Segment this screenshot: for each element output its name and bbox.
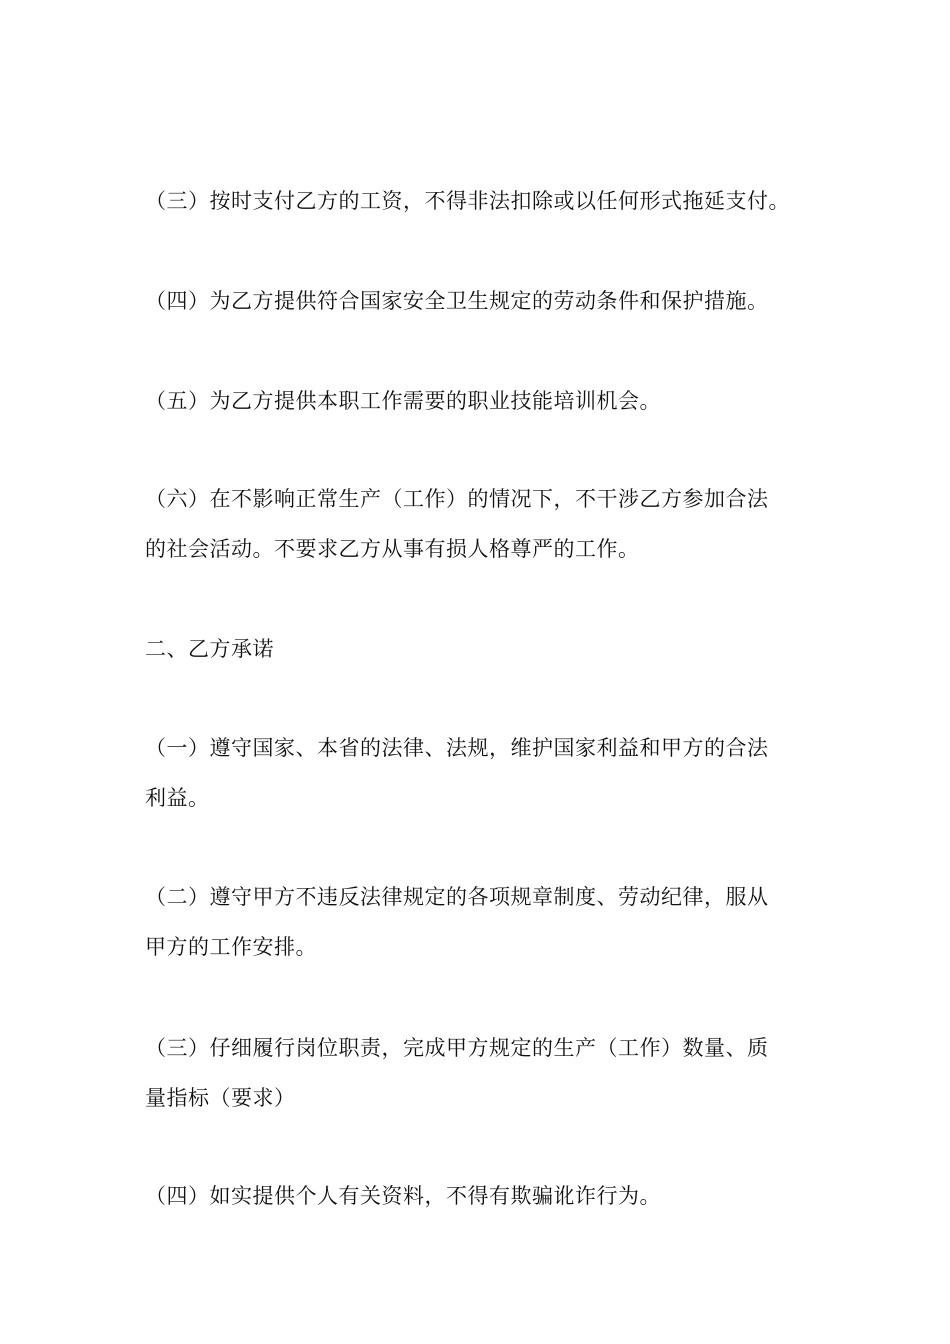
paragraph-employee-1 [145,723,825,823]
section-heading [145,624,825,674]
paragraph-line: （五）为乙方提供本职工作需要的职业技能培训机会。 [145,389,661,413]
paragraph-employee-4 [145,1171,825,1221]
paragraph-line: 利益。 [145,786,210,810]
paragraph-employer-6 [145,474,825,574]
paragraph-employer-5 [145,376,825,426]
paragraph-line: 量指标（要求） [145,1086,296,1110]
section-heading-text: 二、乙方承诺 [145,637,274,661]
paragraph-line: （三）仔细履行岗位职责，完成甲方规定的生产（工作）数量、质 [145,1036,769,1060]
paragraph-line: （四）为乙方提供符合国家安全卫生规定的劳动条件和保护措施。 [145,289,769,313]
paragraph-employer-3 [145,176,825,226]
paragraph-employee-2 [145,872,825,972]
paragraph-employer-4 [145,276,825,326]
paragraph-line: （一）遵守国家、本省的法律、法规，维护国家利益和甲方的合法 [145,736,769,760]
paragraph-employee-3 [145,1023,825,1123]
paragraph-line: （二）遵守甲方不违反法律规定的各项规章制度、劳动纪律，服从 [145,885,769,909]
paragraph-line: 的社会活动。不要求乙方从事有损人格尊严的工作。 [145,537,640,561]
paragraph-line: （三）按时支付乙方的工资，不得非法扣除或以任何形式拖延支付。 [145,189,790,213]
paragraph-line: （六）在不影响正常生产（工作）的情况下，不干涉乙方参加合法 [145,487,769,511]
paragraph-line: （四）如实提供个人有关资料，不得有欺骗讹诈行为。 [145,1184,661,1208]
paragraph-line: 甲方的工作安排。 [145,935,317,959]
